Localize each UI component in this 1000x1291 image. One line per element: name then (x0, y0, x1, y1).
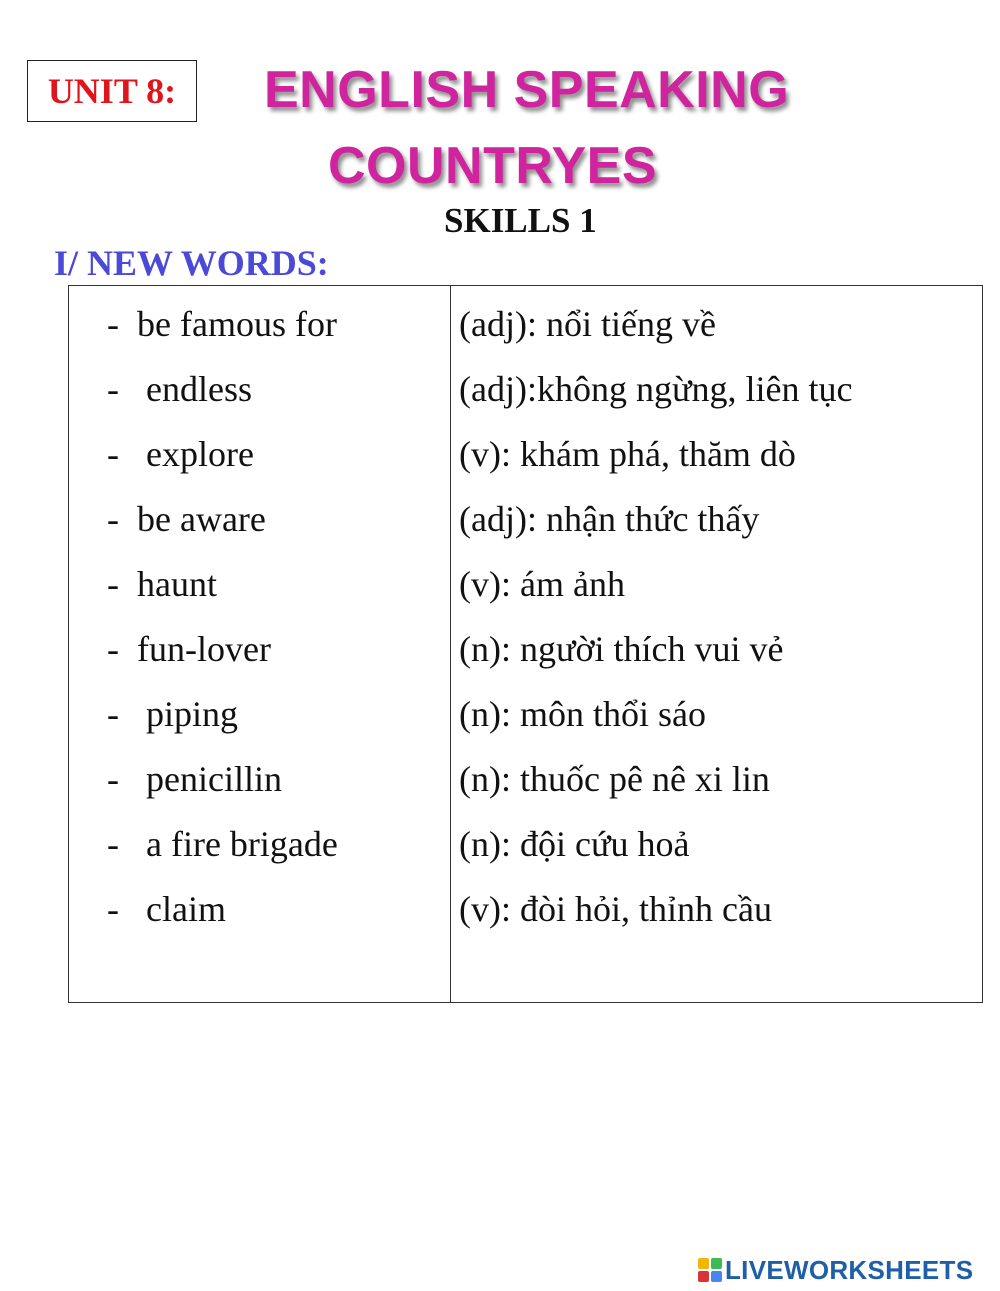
term-text: fun-lover (137, 629, 271, 669)
page-title-line-1: ENGLISH SPEAKING (264, 61, 790, 119)
vocabulary-meaning: (v): đòi hỏi, thỉnh cầu (459, 889, 772, 929)
vocabulary-term (107, 694, 238, 734)
vocabulary-meaning: (n): thuốc pê nê xi lin (459, 759, 770, 799)
bullet-dash: - (107, 694, 119, 734)
vocabulary-table (68, 285, 983, 1003)
vocabulary-meaning: (v): khám phá, thăm dò (459, 434, 796, 474)
vocabulary-term (107, 889, 226, 929)
term-text: penicillin (137, 759, 282, 799)
bullet-dash: - (107, 759, 119, 799)
liveworksheets-logo-icon (698, 1258, 722, 1282)
bullet-dash: - (107, 304, 119, 344)
vocabulary-row (69, 481, 982, 546)
logo-tile-icon (698, 1271, 709, 1282)
bullet-dash: - (107, 889, 119, 929)
bullet-dash: - (107, 499, 119, 539)
bullet-dash: - (107, 564, 119, 604)
vocabulary-meaning: (adj):không ngừng, liên tục (459, 369, 853, 409)
logo-tile-icon (711, 1271, 722, 1282)
vocabulary-row (69, 741, 982, 806)
term-text: haunt (137, 564, 217, 604)
vocabulary-meaning: (v): ám ảnh (459, 564, 625, 604)
term-text: be aware (137, 499, 266, 539)
term-text: be famous for (137, 304, 337, 344)
vocabulary-meaning: (adj): nhận thức thấy (459, 499, 760, 539)
vocabulary-row (69, 676, 982, 741)
unit-label: UNIT 8: (47, 71, 177, 111)
vocabulary-term (107, 759, 282, 799)
bullet-dash: - (107, 629, 119, 669)
vocabulary-row (69, 351, 982, 416)
page-title-line-2: COUNTRYES (328, 137, 658, 195)
unit-label-box (27, 60, 197, 122)
bullet-dash: - (107, 434, 119, 474)
vocabulary-term (107, 564, 217, 604)
vocabulary-term (107, 369, 252, 409)
logo-tile-icon (698, 1258, 709, 1269)
logo-tile-icon (711, 1258, 722, 1269)
vocabulary-meaning: (n): đội cứu hoả (459, 824, 690, 864)
term-text: piping (137, 694, 239, 734)
lesson-subtitle: SKILLS 1 (444, 201, 597, 240)
vocabulary-term (107, 629, 271, 669)
vocabulary-row (69, 286, 982, 351)
vocabulary-term (107, 434, 254, 474)
vocabulary-row (69, 546, 982, 611)
vocabulary-meaning: (adj): nổi tiếng về (459, 304, 716, 344)
term-text: explore (137, 434, 254, 474)
vocabulary-meaning: (n): môn thổi sáo (459, 694, 706, 734)
liveworksheets-logo[interactable] (698, 1256, 973, 1284)
vocabulary-row (69, 611, 982, 676)
logo-text: LIVEWORKSHEETS (725, 1254, 974, 1285)
bullet-dash: - (107, 824, 119, 864)
term-text: claim (137, 889, 226, 929)
term-text: endless (137, 369, 252, 409)
vocabulary-term (107, 824, 338, 864)
vocabulary-row (69, 416, 982, 481)
vocabulary-term (107, 304, 337, 344)
vocabulary-term (107, 499, 266, 539)
vocabulary-meaning: (n): người thích vui vẻ (459, 629, 784, 669)
vocabulary-row (69, 806, 982, 871)
section-heading: I/ NEW WORDS: (54, 243, 329, 283)
bullet-dash: - (107, 369, 119, 409)
term-text: a fire brigade (137, 824, 338, 864)
vocabulary-row (69, 871, 982, 936)
